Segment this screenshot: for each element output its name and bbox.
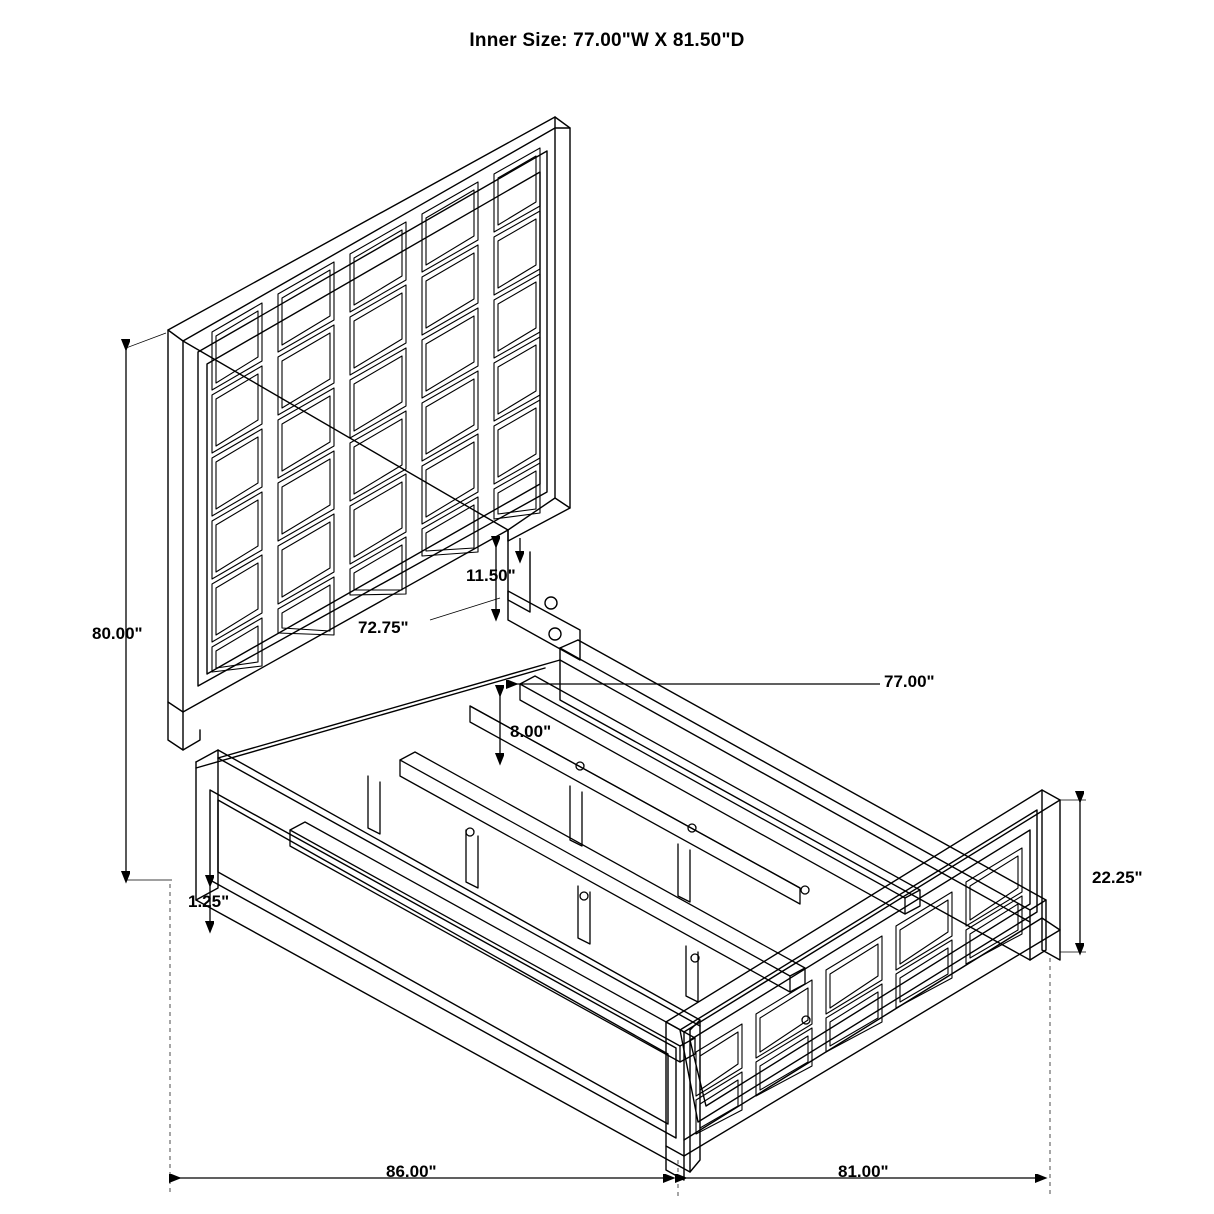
dim-label-inner-width: 77.00"	[884, 672, 935, 691]
dim-label-headboard-height: 80.00"	[92, 624, 143, 643]
dimension-lines	[126, 333, 1086, 1196]
dim-label-overall-width: 81.00"	[838, 1162, 889, 1181]
dim-label-footboard-height: 22.25"	[1092, 868, 1143, 887]
dim-label-slat-clearance: 8.00"	[510, 722, 552, 741]
dim-label-headboard-to-rail: 11.50"	[466, 566, 516, 585]
footboard-panel	[666, 790, 1060, 1180]
dim-label-floor-clearance: 1.25"	[188, 892, 230, 911]
dim-label-overall-length: 86.00"	[386, 1162, 437, 1181]
dim-label-headboard-panel-width: 72.75"	[358, 618, 409, 637]
page-title: Inner Size: 77.00"W X 81.50"D	[469, 30, 745, 51]
headboard-grid	[212, 148, 540, 672]
